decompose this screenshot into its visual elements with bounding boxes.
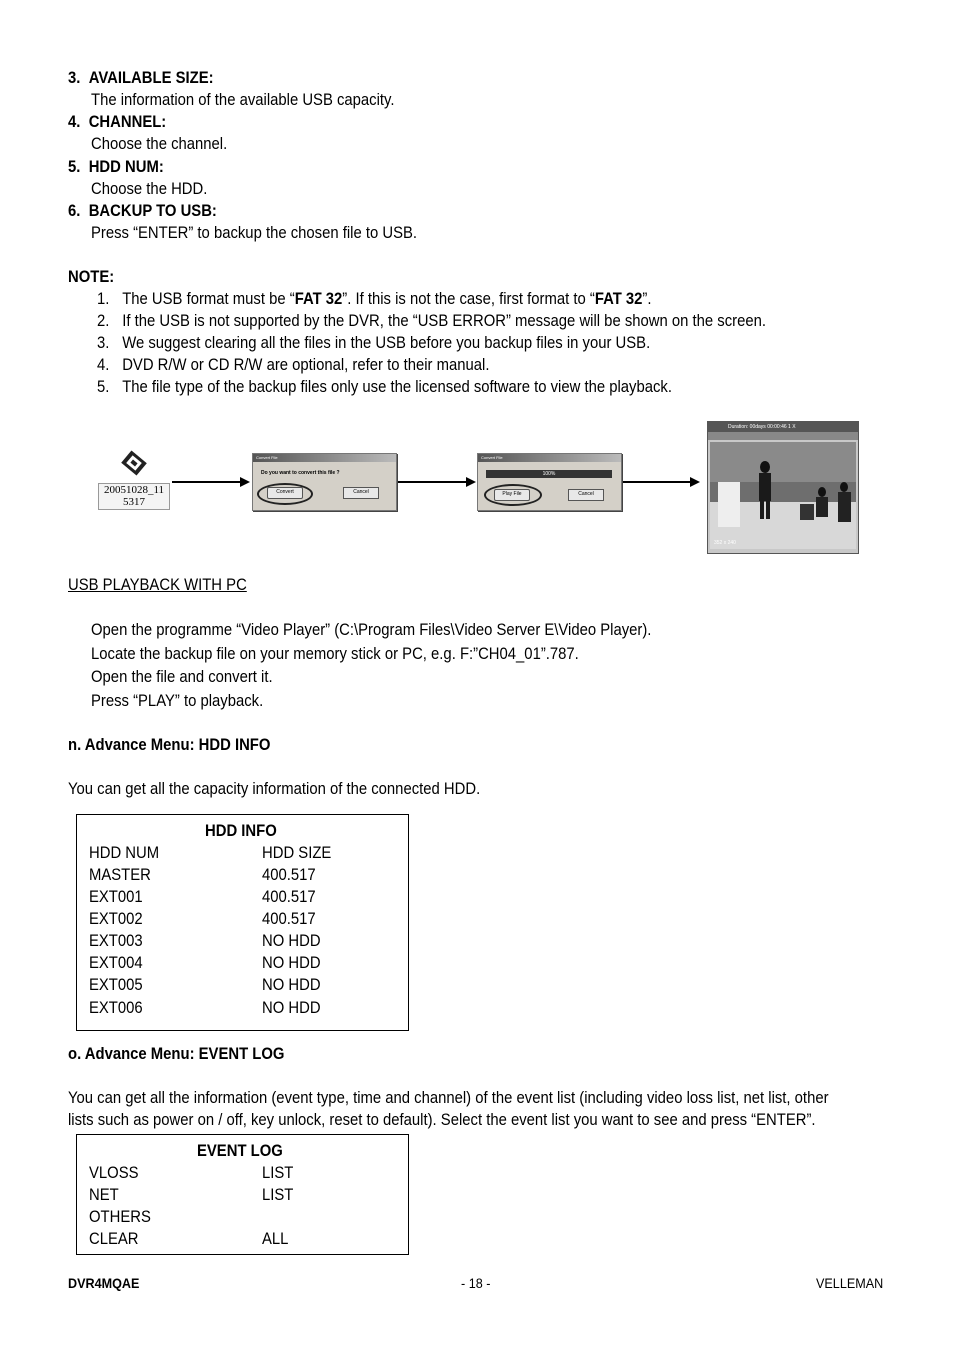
table-cell: EXT004 [89,954,143,972]
note-text: If the USB is not supported by the DVR, the “USB ERROR” message will be shown on the screen. [122,312,766,330]
table-cell: ALL [262,1230,289,1248]
section-title: HDD NUM: [88,158,164,176]
note-number: 2. [97,312,110,330]
section-text: Choose the HDD. [91,180,208,198]
convert-button: Convert [267,487,303,499]
note-text: DVD R/W or CD R/W are optional, refer to their manual. [122,356,490,374]
section-number: 5. [68,158,81,176]
section-text: Choose the channel. [91,135,228,153]
table-cell: 400.517 [262,910,316,928]
arrow-icon [170,474,252,490]
table-cell: EXT001 [89,888,143,906]
table-cell: EXT002 [89,910,143,928]
note-item [97,377,672,397]
file-icon [98,448,170,478]
section-number: 3. [68,69,81,87]
note-item [97,333,650,353]
player-title: Duration: 00days 00:00:46 1 X [708,422,858,432]
table-cell: EXT005 [89,976,143,994]
section-text: The information of the available USB capacity. [91,91,395,109]
cancel-button: Cancel [343,487,379,499]
note-number: 1. [97,290,110,308]
table-cell: CLEAR [89,1230,139,1248]
file-label-line: 20051028_11 [103,484,165,496]
event-log-intro: lists such as power on / off, key unlock, reset to default). Select the event list you want to see and press “ENTER”. [68,1111,816,1129]
note-item [97,311,766,331]
table-title: HDD INFO [205,822,277,840]
table-cell: OTHERS [89,1208,151,1226]
table-cell: EXT003 [89,932,143,950]
footer-brand: VELLEMAN [816,1275,884,1291]
section-number: 6. [68,202,81,220]
footer-model: DVR4MQAE [68,1275,140,1291]
hdd-info-heading: n. Advance Menu: HDD INFO [68,736,271,754]
highlight-circle [257,483,313,505]
section-title: AVAILABLE SIZE: [88,69,214,87]
file-thumbnail [98,448,170,510]
event-log-intro: You can get all the information (event type, time and channel) of the event list (including video loss list, net list, other [68,1089,829,1107]
event-log-table [76,1134,409,1255]
usb-playback-step: Open the file and convert it. [91,668,273,686]
section-text: Press “ENTER” to backup the chosen file to USB. [91,224,418,242]
note-text: ”. If this is not the case, first format to “ [342,290,595,308]
file-label-line: 5317 [123,496,145,508]
hdd-info-intro: You can get all the capacity information of the connected HDD. [68,780,481,798]
note-bold: FAT 32 [294,290,343,308]
dialog-question: Do you want to convert this file ? [261,470,340,476]
hdd-info-table [76,814,409,1031]
table-cell: NO HDD [262,932,321,950]
usb-playback-heading: USB PLAYBACK WITH PC [68,576,247,594]
note-title: NOTE: [68,268,115,286]
table-cell: LIST [262,1164,294,1182]
note-text: ”. [642,290,652,308]
table-cell: NET [89,1186,119,1204]
usb-playback-step: Open the programme “Video Player” (C:\Program Files\Video Server E\Video Player). [91,621,652,639]
table-cell: NO HDD [262,976,321,994]
usb-playback-step: Locate the backup file on your memory stick or PC, e.g. F:”CH04_01”.787. [91,645,579,663]
dialog-titlebar: Convert File [253,454,396,462]
convert-dialog [252,453,397,511]
section-title: CHANNEL: [88,113,167,131]
table-cell: LIST [262,1186,294,1204]
section-title: BACKUP TO USB: [88,202,217,220]
arrow-icon [620,474,702,490]
table-cell: MASTER [89,866,151,884]
highlight-circle [484,484,542,506]
cancel-button: Cancel [568,489,604,501]
table-cell: 400.517 [262,888,316,906]
section-number: 4. [68,113,81,131]
play-file-button: Play File [494,489,530,501]
note-item [97,289,652,309]
note-text: The file type of the backup files only use the licensed software to view the playback. [122,378,672,396]
note-bold: FAT 32 [594,290,643,308]
file-label [98,483,170,510]
progress-dialog [477,453,622,511]
table-cell: NO HDD [262,999,321,1017]
note-text: The USB format must be “ [122,290,295,308]
footer-page-number: - 18 - [461,1275,491,1291]
dialog-titlebar: Convert File [478,454,621,462]
note-number: 3. [97,334,110,352]
table-title: EVENT LOG [197,1142,283,1160]
table-cell: NO HDD [262,954,321,972]
note-number: 5. [97,378,110,396]
event-log-heading: o. Advance Menu: EVENT LOG [68,1045,285,1063]
note-item [97,355,489,375]
note-text: We suggest clearing all the files in the USB before you backup files in your USB. [122,334,651,352]
note-number: 4. [97,356,110,374]
usb-playback-step: Press “PLAY” to playback. [91,692,264,710]
table-cell: 400.517 [262,866,316,884]
arrow-icon [396,474,478,490]
table-cell: VLOSS [89,1164,139,1182]
table-cell: HDD SIZE [262,844,332,862]
table-cell: EXT006 [89,999,143,1017]
progress-bar: 100% [486,470,612,478]
player-toolbar [708,432,858,440]
table-cell: HDD NUM [89,844,160,862]
video-frame [710,442,856,549]
video-player-screenshot [707,421,859,554]
player-overlay: 352 x 240 [714,540,736,546]
